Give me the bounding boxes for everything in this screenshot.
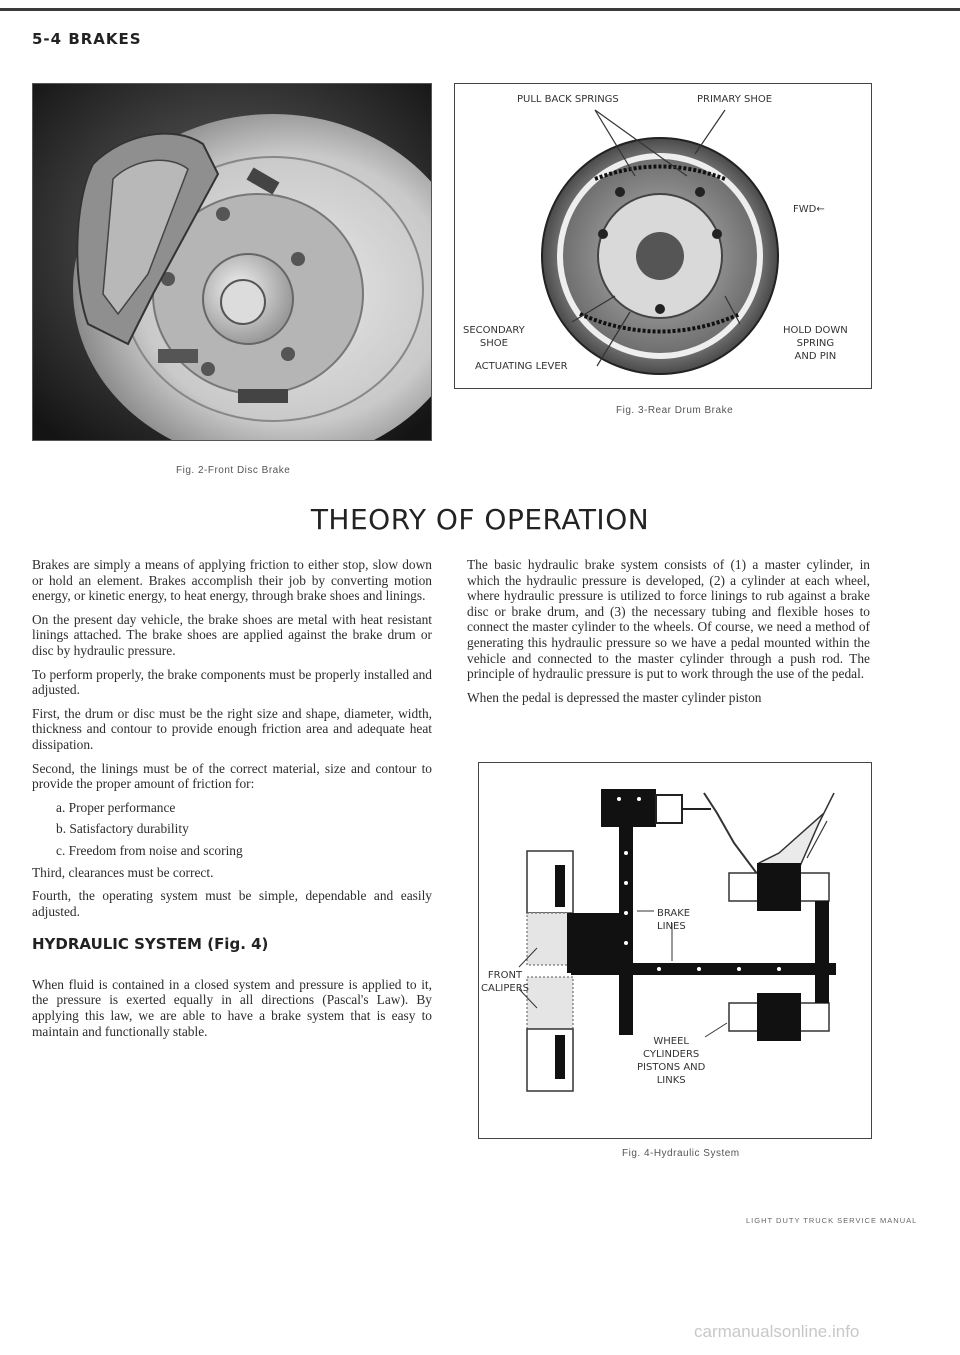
paragraph: Second, the linings must be of the correct material, size and contour to provide the proper amount of friction for: [32, 760, 432, 792]
label-wheel-cylinders: WHEEL CYLINDERS PISTONS AND LINKS [637, 1036, 706, 1086]
subsection-title: HYDRAULIC SYSTEM (Fig. 4) [32, 935, 269, 954]
paragraph: Third, clearances must be correct. [32, 864, 214, 880]
section-title: THEORY OF OPERATION [310, 503, 650, 536]
label-front-calipers: FRONT CALIPERS [481, 970, 529, 994]
label-fwd: FWD← [793, 204, 825, 215]
list-item: b. Satisfactory durability [56, 821, 189, 837]
label-hold-down-spring: HOLD DOWN SPRING AND PIN [783, 325, 848, 362]
label-actuating-lever: ACTUATING LEVER [475, 361, 568, 372]
paragraph: First, the drum or disc must be the right size and shape, diameter, width, thickness and contour to provide enough friction area and adequate heat dissipation. [32, 705, 432, 752]
paragraph: The basic hydraulic brake system consists of (1) a master cylinder, in which the hydraulic pressure is developed, (2) a cylinder at each wheel, where hydraulic pressure is utilized to force linings to rub against a brake disc or brake drum, and (3) the necessary tubing and flexible hoses to connect the master cylinder to the wheels. Of course, we need a method of generating this hydraulic pressure so we have a pedal mounted within the vehicle and connected to the master cylinder through a push rod. The principle of hydraulic pressure is put to work through the use of the pedal. [467, 557, 870, 682]
paragraph: On the present day vehicle, the brake shoes are metal with heat resistant linings attached. The brake shoes are applied against the brake drum or disc by hydraulic pressure. [32, 611, 432, 658]
rear-drum-brake-figure [454, 83, 872, 389]
paragraph: Fourth, the operating system must be simple, dependable and easily adjusted. [32, 888, 432, 919]
fig4-caption: Fig. 4-Hydraulic System [622, 1148, 740, 1159]
page-header: 5-4 BRAKES [32, 30, 142, 48]
watermark: carmanualsonline.info [694, 1322, 860, 1341]
paragraph: When fluid is contained in a closed system and pressure is applied to it, the pressure is exerted equally in all directions (Pascal's Law). By applying this law, we are able to have a brake system that is easy to maintain and functionally stable. [32, 976, 432, 1039]
label-primary-shoe: PRIMARY SHOE [697, 94, 773, 105]
disc-brake-illustration [33, 84, 431, 440]
fig2-caption: Fig. 2-Front Disc Brake [176, 465, 291, 476]
hydraulic-system-figure [478, 762, 872, 1139]
fig3-caption: Fig. 3-Rear Drum Brake [616, 405, 734, 416]
paragraph: To perform properly, the brake components must be properly installed and adjusted. [32, 666, 432, 698]
top-rule [0, 8, 960, 11]
right-column [467, 557, 870, 713]
paragraph: Brakes are simply a means of applying friction to either stop, slow down or hold an element. Brakes accomplish their job by converting motion energy, or kinetic energy, to heat energy, through brake shoes and linings. [32, 557, 432, 604]
footer: LIGHT DUTY TRUCK SERVICE MANUAL [746, 1216, 918, 1225]
list-item: a. Proper performance [56, 799, 176, 815]
list-item: c. Freedom from noise and scoring [56, 842, 243, 858]
arrow-left-icon: ← [816, 204, 825, 215]
label-brake-lines: BRAKE LINES [657, 908, 691, 932]
left-column [32, 557, 432, 1047]
label-secondary-shoe: SECONDARY SHOE [463, 325, 525, 349]
front-disc-brake-photo [32, 83, 432, 441]
paragraph: When the pedal is depressed the master cylinder piston [467, 689, 762, 705]
label-pull-back-springs: PULL BACK SPRINGS [517, 94, 619, 105]
